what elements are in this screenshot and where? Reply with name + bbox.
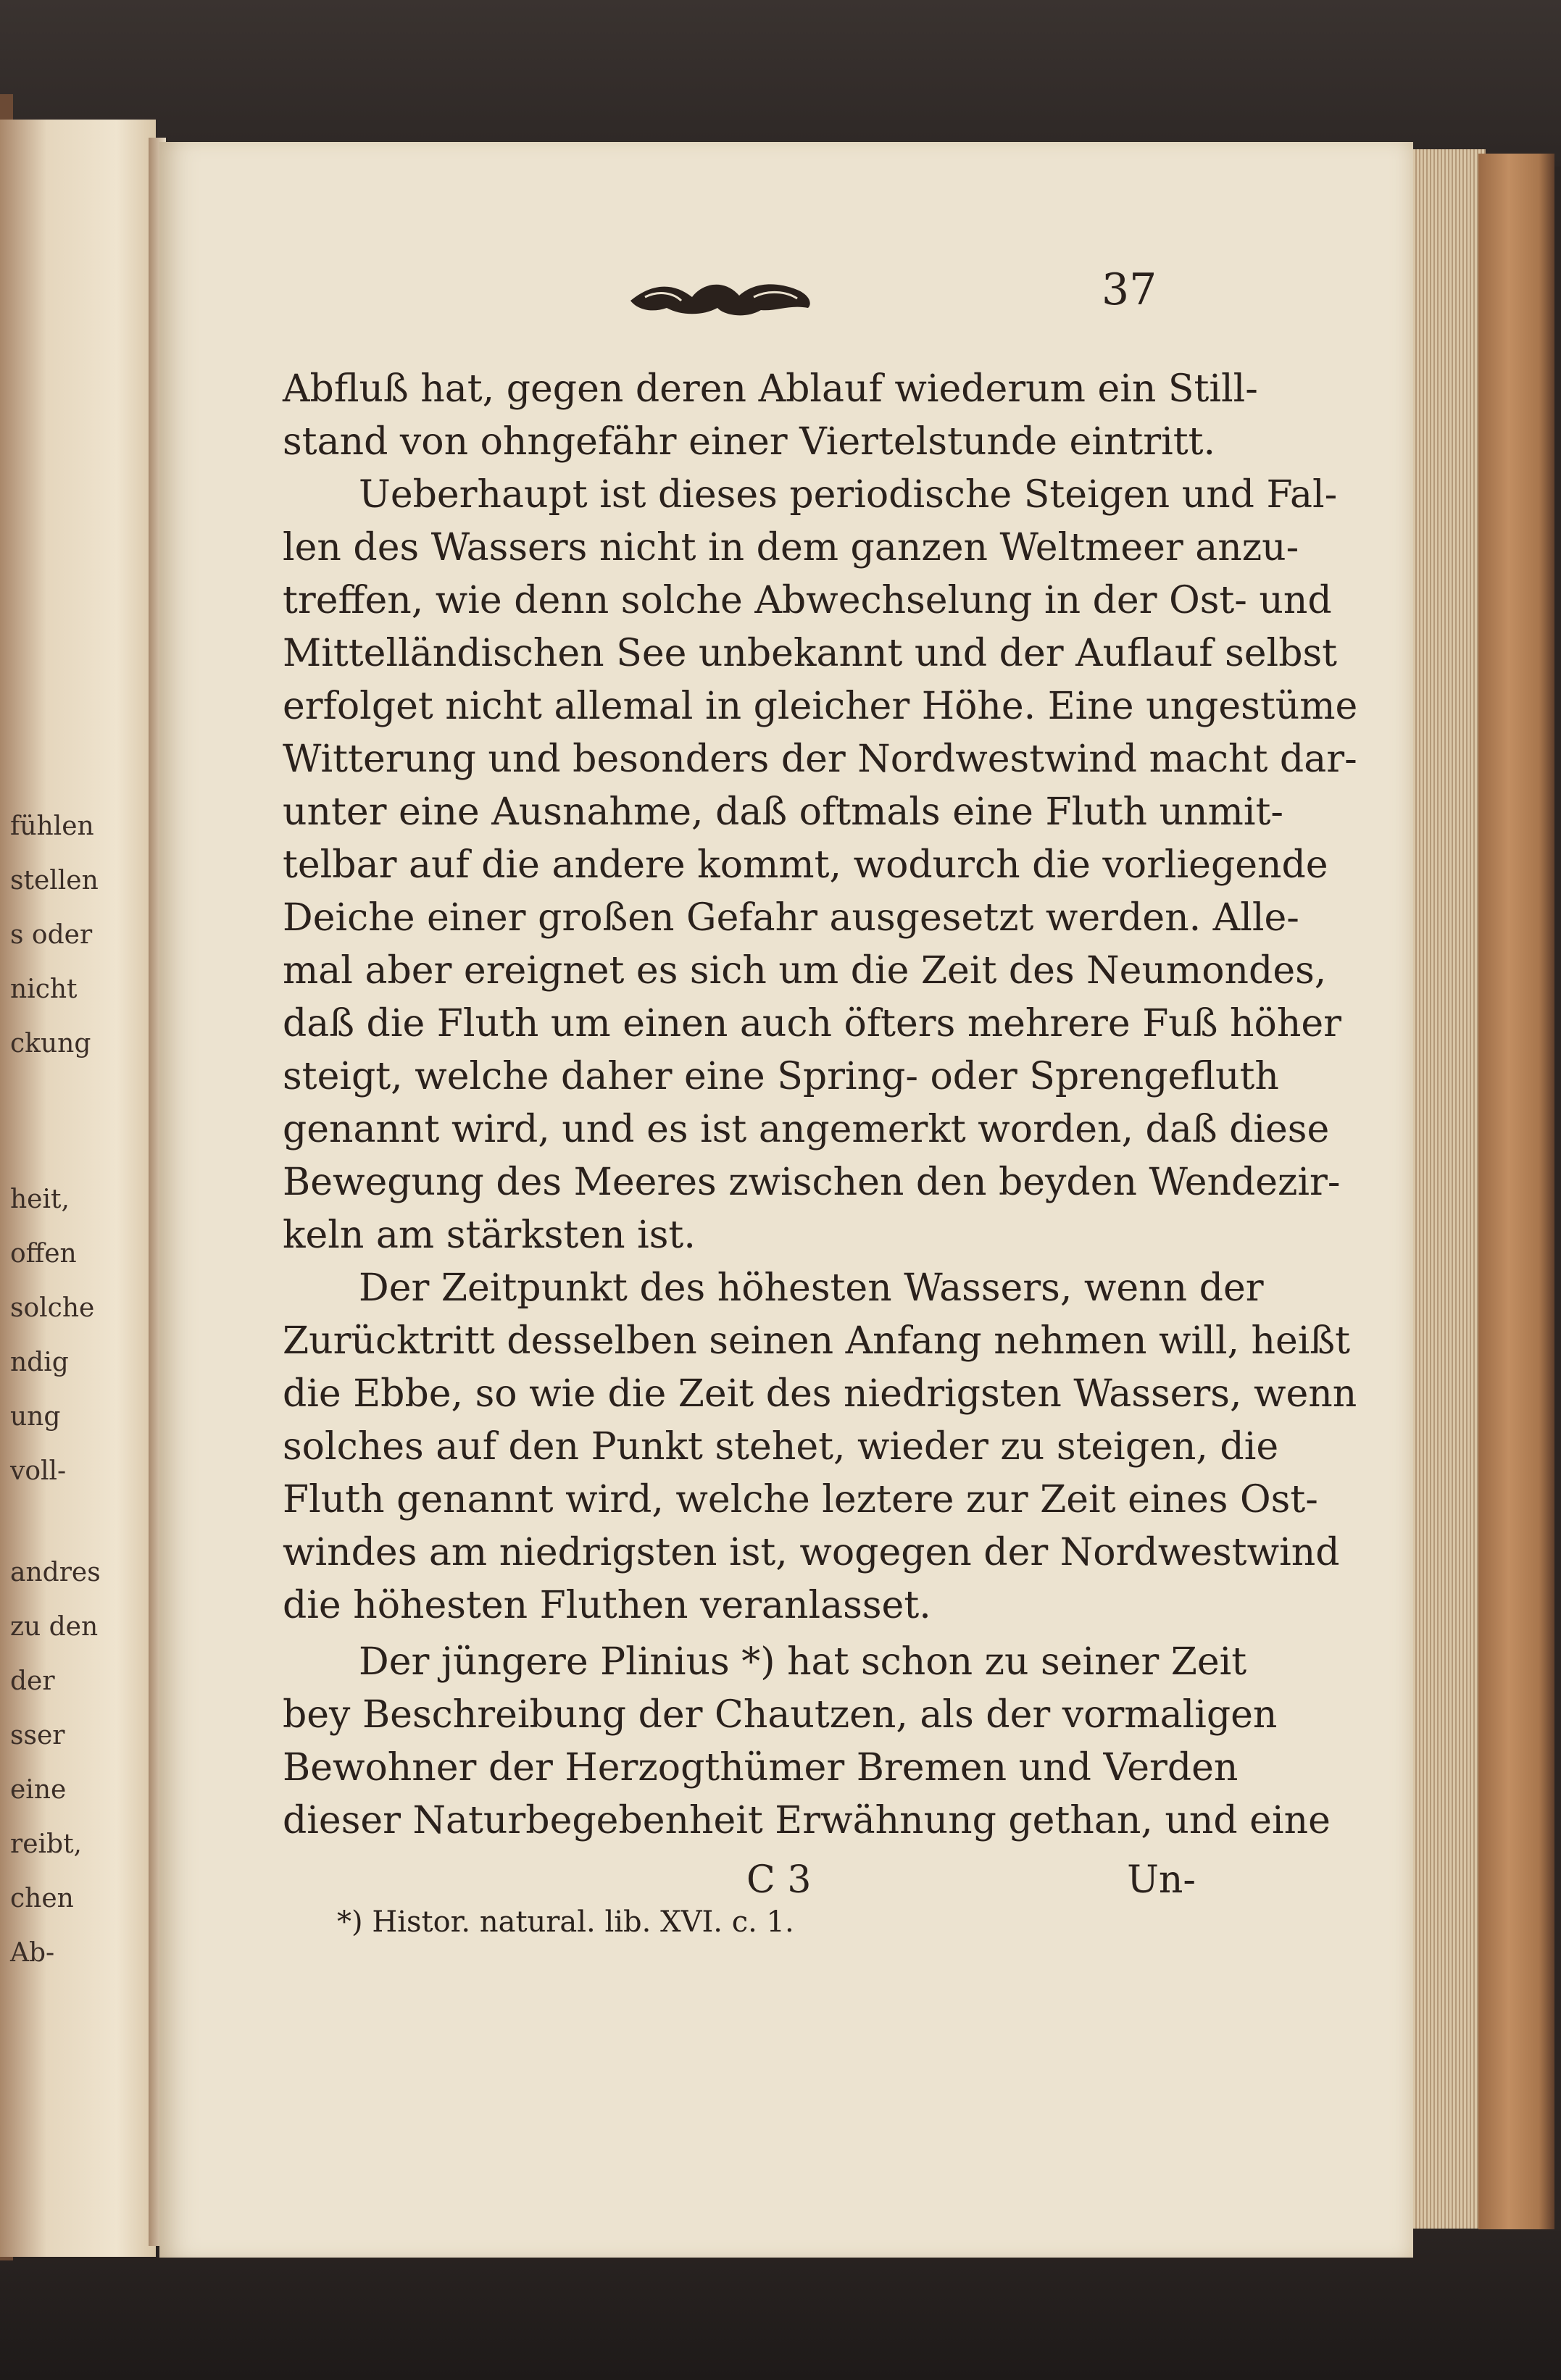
- footnote: *) Histor. natural. lib. XVI. c. 1.: [337, 1905, 794, 1939]
- text-line: Deiche einer großen Gefahr ausgesetzt werden. Alle-: [283, 896, 1299, 940]
- left-fragment: ung: [10, 1402, 61, 1432]
- left-fragment: zu den: [10, 1612, 99, 1642]
- page-number: 37: [1102, 264, 1157, 315]
- text-line: Bewohner der Herzogthümer Bremen und Verden: [283, 1746, 1239, 1790]
- left-fragment: ndig: [10, 1348, 69, 1377]
- right-book-cover: [1478, 154, 1554, 2229]
- ornament-icon: [623, 268, 819, 326]
- left-fragment: solche: [10, 1293, 95, 1323]
- left-fragment: reibt,: [10, 1829, 82, 1859]
- left-page-edge: [0, 120, 156, 2257]
- text-line: dieser Naturbegebenheit Erwähnung gethan, und eine: [283, 1799, 1331, 1842]
- left-fragment: andres: [10, 1558, 101, 1587]
- text-line: Abfluß hat, gegen deren Ablauf wiederum ein Still-: [283, 367, 1258, 411]
- text-line: genannt wird, und es ist angemerkt worden, daß diese: [283, 1108, 1330, 1151]
- left-fragment: heit,: [10, 1185, 70, 1214]
- text-line: erfolget nicht allemal in gleicher Höhe. Eine ungestüme: [283, 685, 1358, 728]
- text-line: steigt, welche daher eine Spring- oder Sprengefluth: [283, 1055, 1279, 1098]
- left-fragment: nicht: [10, 974, 78, 1004]
- text-line: keln am stärksten ist.: [283, 1214, 696, 1257]
- text-line: Mittelländischen See unbekannt und der Auflauf selbst: [283, 632, 1338, 675]
- left-fragment: eine: [10, 1775, 67, 1805]
- text-line: Der Zeitpunkt des höhesten Wassers, wenn der: [359, 1266, 1264, 1310]
- text-line: die höhesten Fluthen veranlasset.: [283, 1584, 931, 1627]
- text-line: Zurücktritt desselben seinen Anfang nehmen will, heißt: [283, 1319, 1351, 1363]
- left-fragment: der: [10, 1666, 55, 1696]
- text-line: daß die Fluth um einen auch öfters mehrere Fuß höher: [283, 1002, 1341, 1045]
- left-fragment: voll-: [10, 1456, 67, 1486]
- left-fragment: offen: [10, 1239, 77, 1269]
- text-line: Fluth genannt wird, welche leztere zur Zeit eines Ost-: [283, 1478, 1318, 1521]
- page-stack-edges: [1406, 149, 1486, 2229]
- left-fragment: ckung: [10, 1029, 91, 1059]
- left-fragment: s oder: [10, 920, 93, 950]
- left-fragment: chen: [10, 1884, 74, 1913]
- left-fragment: stellen: [10, 866, 99, 895]
- text-line: mal aber ereignet es sich um die Zeit des Neumondes,: [283, 949, 1327, 993]
- text-line: Bewegung des Meeres zwischen den beyden Wendezir-: [283, 1161, 1341, 1204]
- left-fragment: sser: [10, 1721, 65, 1750]
- text-line: solches auf den Punkt stehet, wieder zu steigen, die: [283, 1425, 1279, 1469]
- left-fragment: fühlen: [10, 811, 94, 841]
- signature-mark: C 3: [746, 1858, 812, 1902]
- text-line: Ueberhaupt ist dieses periodische Steigen und Fal-: [359, 473, 1338, 517]
- text-line: telbar auf die andere kommt, wodurch die vorliegende: [283, 843, 1328, 887]
- text-line: die Ebbe, so wie die Zeit des niedrigsten Wassers, wenn: [283, 1372, 1357, 1416]
- catchword: Un-: [1127, 1858, 1196, 1902]
- text-line: treffen, wie denn solche Abwechselung in der Ost- und: [283, 579, 1332, 622]
- text-line: windes am niedrigsten ist, wogegen der Nordwestwind: [283, 1531, 1340, 1574]
- text-line: len des Wassers nicht in dem ganzen Weltmeer anzu-: [283, 526, 1299, 569]
- text-line: bey Beschreibung der Chautzen, als der vormaligen: [283, 1693, 1278, 1737]
- text-line: Der jüngere Plinius *) hat schon zu seiner Zeit: [359, 1640, 1247, 1684]
- text-line: Witterung und besonders der Nordwestwind macht dar-: [283, 738, 1357, 781]
- text-line: unter eine Ausnahme, daß oftmals eine Fluth unmit-: [283, 790, 1283, 834]
- text-line: stand von ohngefähr einer Viertelstunde eintritt.: [283, 420, 1216, 464]
- left-fragment: Ab-: [10, 1938, 55, 1968]
